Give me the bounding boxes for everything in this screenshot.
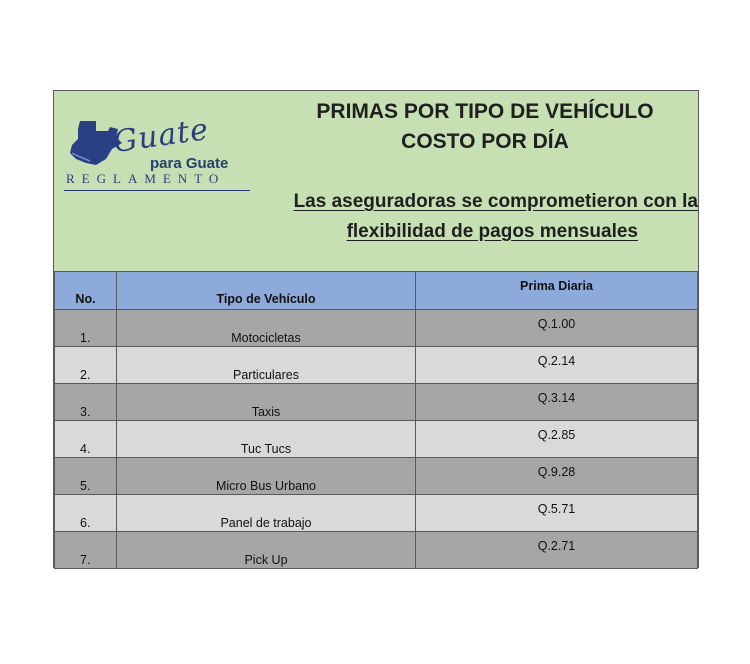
- note-line-2: flexibilidad de pagos mensuales: [346, 221, 638, 242]
- title-line-1: PRIMAS POR TIPO DE VEHÍCULO: [316, 100, 654, 123]
- vehicle-type: Motocicletas: [117, 310, 416, 347]
- premium-table: [54, 271, 698, 569]
- vehicle-type: Particulares: [117, 347, 416, 384]
- row-number: 3.: [55, 384, 117, 421]
- payment-note: [254, 187, 698, 247]
- guate-para-guate-logo: [64, 111, 254, 189]
- row-number: 7.: [55, 532, 117, 569]
- daily-premium: Q.2.85: [416, 421, 698, 458]
- column-header-no: No.: [55, 272, 117, 310]
- sheet-header: [54, 91, 698, 272]
- table-row: [55, 347, 698, 384]
- table-row: [55, 310, 698, 347]
- title-line-2: COSTO POR DÍA: [401, 130, 569, 153]
- vehicle-type: Panel de trabajo: [117, 495, 416, 532]
- vehicle-type: Pick Up: [117, 532, 416, 569]
- daily-premium: Q.9.28: [416, 458, 698, 495]
- table-row: [55, 495, 698, 532]
- column-header-tipo: Tipo de Vehículo: [117, 272, 416, 310]
- daily-premium: Q.3.14: [416, 384, 698, 421]
- row-number: 5.: [55, 458, 117, 495]
- row-number: 1.: [55, 310, 117, 347]
- table-row: [55, 532, 698, 569]
- daily-premium: Q.1.00: [416, 310, 698, 347]
- table-header-row: [55, 272, 698, 310]
- daily-premium: Q.2.71: [416, 532, 698, 569]
- row-number: 4.: [55, 421, 117, 458]
- vehicle-type: Taxis: [117, 384, 416, 421]
- row-number: 2.: [55, 347, 117, 384]
- daily-premium: Q.5.71: [416, 495, 698, 532]
- premium-sheet: [53, 90, 699, 568]
- page-title: [280, 97, 690, 157]
- column-header-prima: Prima Diaria: [416, 272, 698, 310]
- logo-script-text: Guate: [111, 111, 212, 160]
- table-row: [55, 458, 698, 495]
- table-row: [55, 421, 698, 458]
- logo-reglamento: REGLAMENTO: [66, 171, 226, 186]
- logo-subtitle: para Guate: [150, 155, 229, 172]
- vehicle-type: Tuc Tucs: [117, 421, 416, 458]
- note-line-1: Las aseguradoras se comprometieron con la: [293, 191, 698, 212]
- vehicle-type: Micro Bus Urbano: [117, 458, 416, 495]
- daily-premium: Q.2.14: [416, 347, 698, 384]
- table-row: [55, 384, 698, 421]
- row-number: 6.: [55, 495, 117, 532]
